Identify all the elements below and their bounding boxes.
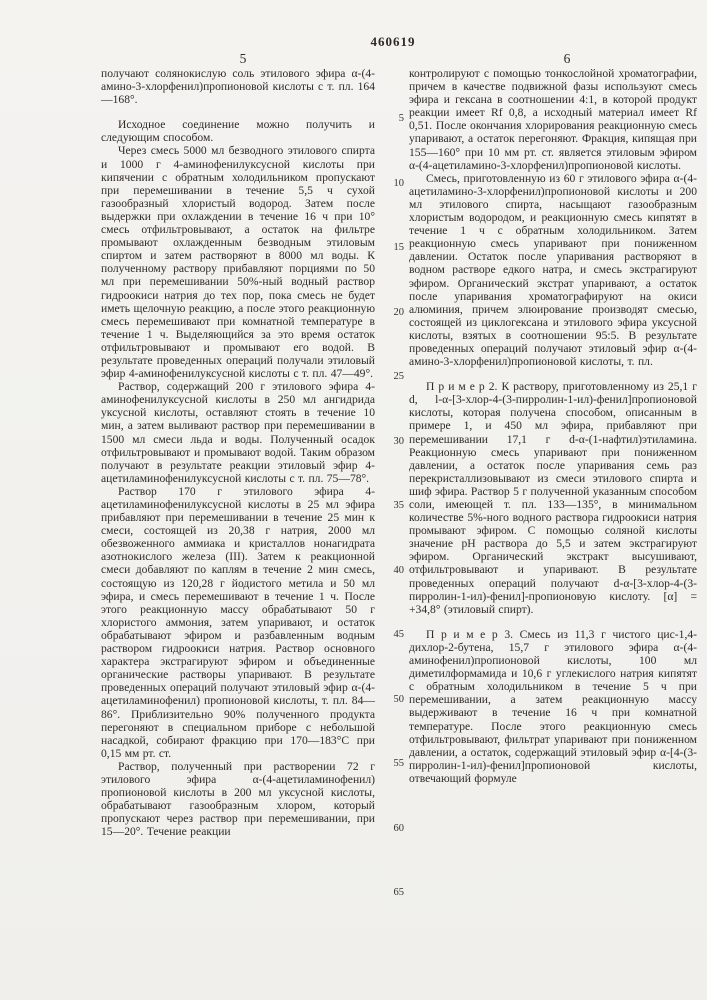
- gutter-line-number: 10: [393, 178, 404, 189]
- paragraph-right-4: П р и м е р 3. Смесь из 11,3 г чистого цис-1,4-дихлор-2-бутена, 15,7 г этилового эфира α-(4-аминофенил)пропионовой кислоты, 100 мл диметилформамида и 10,6 г углекислого натрия кипятят с обратным холодильником в течение 5 ч при перемешивании, а затем реакционную массу выдерживают в течение 16 ч при комнатной температуре. После этого реакционную смесь отфильтровывают, фильтрат упаривают при пониженном давлении, а остаток, содержащий этиловый эфир α-[4-(3-пирролин-1-ил)-фенил]пропионовой кислоты, отвечающий формуле: [409, 627, 697, 785]
- paragraph-left-2: Исходное соединение можно получить и следующим способом.: [101, 118, 375, 145]
- gutter-line-number: 25: [393, 371, 404, 382]
- paragraph-right-3: П р и м е р 2. К раствору, приготовленному из 25,1 г d, l-α-[3-хлор-4-(3-пирролин-1-ил)-фенил]пропионовой кислоты, которая получена способом, описанным в примере 1, и 450 мл эфира, прибавляют при перемешивании 17,1 г d-α-(1-нафтил)этиламина. Реакционную смесь упаривают при пониженном давлении, а остаток после упаривания семь раз перекристаллизовывают из смеси этилового спирта и шиф эфира. Раствор 5 г полученной указанным способом соли, имеющей т. пл. 133—135°, в минимальном количестве 5%-ного водного раствора гидроокиси натрия промывают эфиром. С помощью соляной кислоты значение pH раствора до 5,5 и затем экстрагируют эфиром. Органический экстракт высушивают, отфильтровывают и упаривают. В результате проведенных операций получают d-α-[3-хлор-4-(3-пирролин-1-ил)-фенил]-пропионовую кислоту. [α] = +34,8° (этиловый спирт).: [409, 380, 697, 616]
- gutter-line-number: 40: [393, 565, 404, 576]
- left-column-page-number: 5: [239, 51, 247, 66]
- gutter-line-number: 20: [393, 307, 404, 318]
- patent-number: 460619: [370, 34, 416, 49]
- gutter-line-number: 50: [393, 694, 404, 705]
- paragraph-right-1: контролируют с помощью тонкослойной хроматографии, причем в качестве подвижной фазы используют смесь эфира и гексана в соотношении 4:1, в которой продукт реакции имеет Rf 0,8, а исходный материал имеет Rf 0,51. После окончания хлорирования реакционную смесь упаривают, а остаток перегоняют. Фракция, кипящая при 155—160° при 10 мм рт. ст. является этиловым эфиром α-(4-ацетиламино-3-хлорфенил)пропионовой кислоты.: [409, 67, 697, 172]
- gutter-line-number: 35: [393, 500, 404, 511]
- gutter-line-number: 15: [393, 242, 404, 253]
- right-text-column: [409, 67, 697, 785]
- paragraph-left-4: Раствор, содержащий 200 г этилового эфира 4-аминофенилуксусной кислоты в 250 мл ангидрида уксусной кислоты, оставляют стоять в течение 10 мин, а затем выливают раствор при перемешивании в 1500 мл смеси льда и воды. Полученный осадок отфильтровывают и промывают водой. Таким образом получают в результате реакции этиловый эфир 4-ацетиламинофенилуксусной кислоты с т. пл. 75—78°.: [101, 380, 375, 485]
- gutter-line-number: 5: [398, 113, 404, 124]
- paragraph-left-6: Раствор, полученный при растворении 72 г этилового эфира α-(4-ацетиламинофенил) пропионовой кислоты в 200 мл уксусной кислоты, обрабатывают газообразным хлором, который пропускают через раствор при перемешивании, при 15—20°. Течение реакции: [101, 759, 375, 839]
- gutter-line-number: 60: [393, 823, 404, 834]
- line-number-gutter: [378, 0, 404, 1000]
- paragraph-left-1: получают солянокислую соль этилового эфира α-(4-амино-3-хлорфенил)пропионовой кислоты с т. пл. 164—168°.: [101, 67, 375, 107]
- gutter-line-number: 45: [393, 629, 404, 640]
- gutter-line-number: 30: [393, 436, 404, 447]
- paragraph-left-5: Раствор 170 г этилового эфира 4-ацетиламинофенилуксусной кислоты в 25 мл эфира прибавляют при перемешивании в течение 25 мин к смеси, состоящей из 20,38 г натрия, 2000 мл обезвоженного аммиака и кристаллов нонагидрата азотнокислого железа (III). Затем к реакционной смеси добавляют по каплям в течение 2 мин смесь, состоящую из 120,28 г йодистого метила и 50 мл эфира, и смесь перемешивают в течение 1 ч. После этого реакционную массу обрабатывают 50 г хлористого аммония, затем упаривают, и остаток обрабатывают эфиром и разбавленным водным раствором гидроокиси натрия. Раствор основного характера экстрагируют эфиром и объединенные органические растворы упаривают. В результате проведенных операций получают этиловый эфир α-(4-ацетиламинофенил) пропионовой кислоты, т. пл. 84—86°. Приблизительно 90% полученного продукта перегоняют в специальном приборе с небольшой насадкой, собирают фракцию при 170—183°C при 0,15 мм рт. ст.: [101, 484, 375, 760]
- gutter-line-number: 65: [393, 887, 404, 898]
- right-column-page-number: 6: [563, 51, 571, 66]
- gutter-line-number: 55: [393, 758, 404, 769]
- left-text-column: [101, 67, 375, 838]
- paragraph-left-3: Через смесь 5000 мл безводного этилового спирта и 1000 г 4-аминофенилуксусной кислоты при кипячении с обратным холодильником пропускают при перемешивании в течение 5,5 ч сухой газообразный хлористый водород. Затем после выдержки при охлаждении в течение 16 ч при 10° смесь отфильтровывают, а остаток на фильтре промывают охлажденным безводным этиловым спиртом и затем растворяют в 8000 мл воды. К полученному раствору прибавляют порциями по 50 мл при перемешивании 50%-ный водный раствор гидроокиси натрия до тех пор, пока смесь не будет иметь щелочную реакцию, а после этого реакционную смесь перемешивают при комнатной температуре в течение 1 ч. Выделяющийся за это время остаток отфильтровывают и промывают его водой. В результате проведенных операций получали этиловый эфир 4-аминофенилуксусной кислоты с т. пл. 47—49°.: [101, 144, 375, 381]
- paragraph-right-2: Смесь, приготовленную из 60 г этилового эфира α-(4-ацетиламино-3-хлорфенил)пропионовой кислоты и 200 мл этилового спирта, насыщают газообразным хлористым водородом, и реакционную смесь кипятят в течение 1 ч с обратным холодильником. Затем реакционную смесь упаривают при пониженном давлении. Остаток после упаривания растворяют в водном растворе едкого натра, и смесь экстрагируют эфиром. Органический экстрат упаривают, а остаток после упаривания хроматографируют на окиси алюминия, причем элюирование производят смесью, состоящей из циклогексана и этилового эфира уксусной кислоты, взятых в соотношении 95:5. В результате проведенных операций получают этиловый эфир α-(4-амино-3-хлорфенил)пропионовой кислоты, т. пл.: [409, 171, 697, 369]
